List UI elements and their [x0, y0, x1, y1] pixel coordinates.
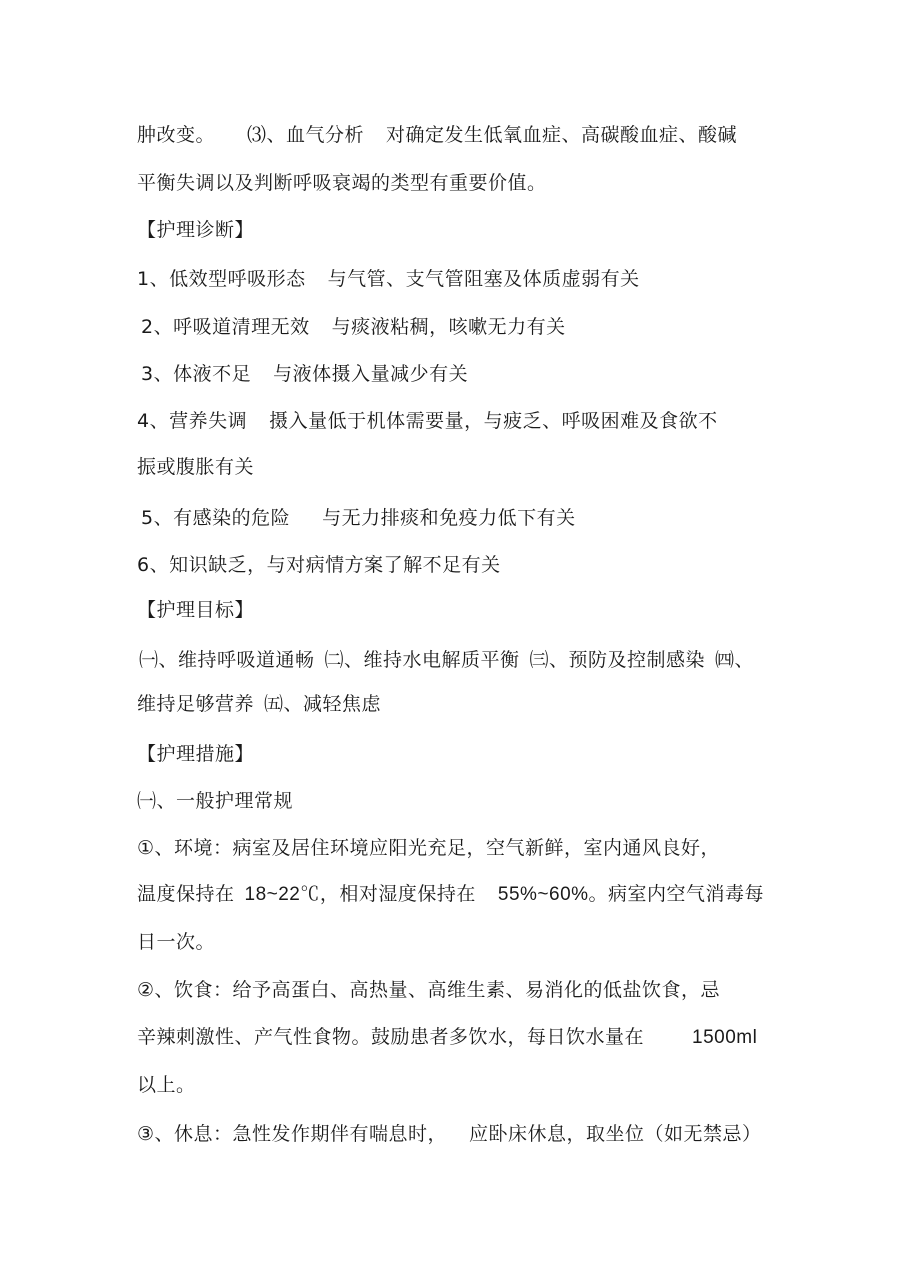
measure-line: 日一次。 [137, 931, 216, 953]
diagnosis-item: 5、有感染的危险 与无力排痰和免疫力低下有关 [141, 507, 576, 529]
measure-line: ①、环境：病室及居住环境应阳光充足，空气新鲜，室内通风良好， [137, 837, 721, 859]
section-heading: 【护理诊断】 [137, 219, 255, 241]
diagnosis-item: 1、低效型呼吸形态 与气管、支气管阻塞及体质虚弱有关 [137, 268, 640, 290]
measure-heading: ㈠、一般护理常规 [137, 790, 294, 812]
measure-line: ②、饮食：给予高蛋白、高热量、高维生素、易消化的低盐饮食，忌 [137, 979, 721, 1001]
section-heading: 【护理措施】 [137, 743, 255, 765]
text-segment: 肿改变。 [137, 124, 216, 146]
measure-line: 温度保持在 18~22℃，相对湿度保持在 55%~60%。病室内空气消毒每 [137, 883, 765, 905]
text-segment: 平衡失调以及判断呼吸衰竭的类型有重要价值。 [137, 172, 547, 194]
diagnosis-item: 2、呼吸道清理无效 与痰液粘稠，咳嗽无力有关 [141, 316, 566, 338]
text-line: 振或腹胀有关 [137, 456, 255, 478]
text-segment: ⑶、血气分析 [247, 124, 365, 146]
text-line [137, 123, 737, 147]
measure-line: 以上。 [137, 1074, 196, 1096]
text-segment: 对确定发生低氧血症、高碳酸血症、酸碱 [386, 124, 738, 146]
diagnosis-item: 3、体液不足 与液体摄入量减少有关 [141, 363, 469, 385]
diagnosis-item: 6、知识缺乏，与对病情方案了解不足有关 [137, 554, 501, 576]
goal-line: ㈠、维持呼吸道通畅 ㈡、维持水电解质平衡 ㈢、预防及控制感染 ㈣、 [139, 649, 755, 671]
measure-line: ③、休息：急性发作期伴有喘息时， 应卧床休息，取坐位（如无禁忌） [137, 1123, 762, 1145]
text-line [137, 171, 547, 195]
goal-line: 维持足够营养 ㈤、减轻焦虑 [137, 693, 382, 715]
diagnosis-item: 4、营养失调 摄入量低于机体需要量，与疲乏、呼吸困难及食欲不 [137, 410, 718, 432]
section-heading: 【护理目标】 [137, 599, 255, 621]
measure-line: 辛辣刺激性、产气性食物。鼓励患者多饮水，每日饮水量在 1500ml [137, 1026, 758, 1048]
